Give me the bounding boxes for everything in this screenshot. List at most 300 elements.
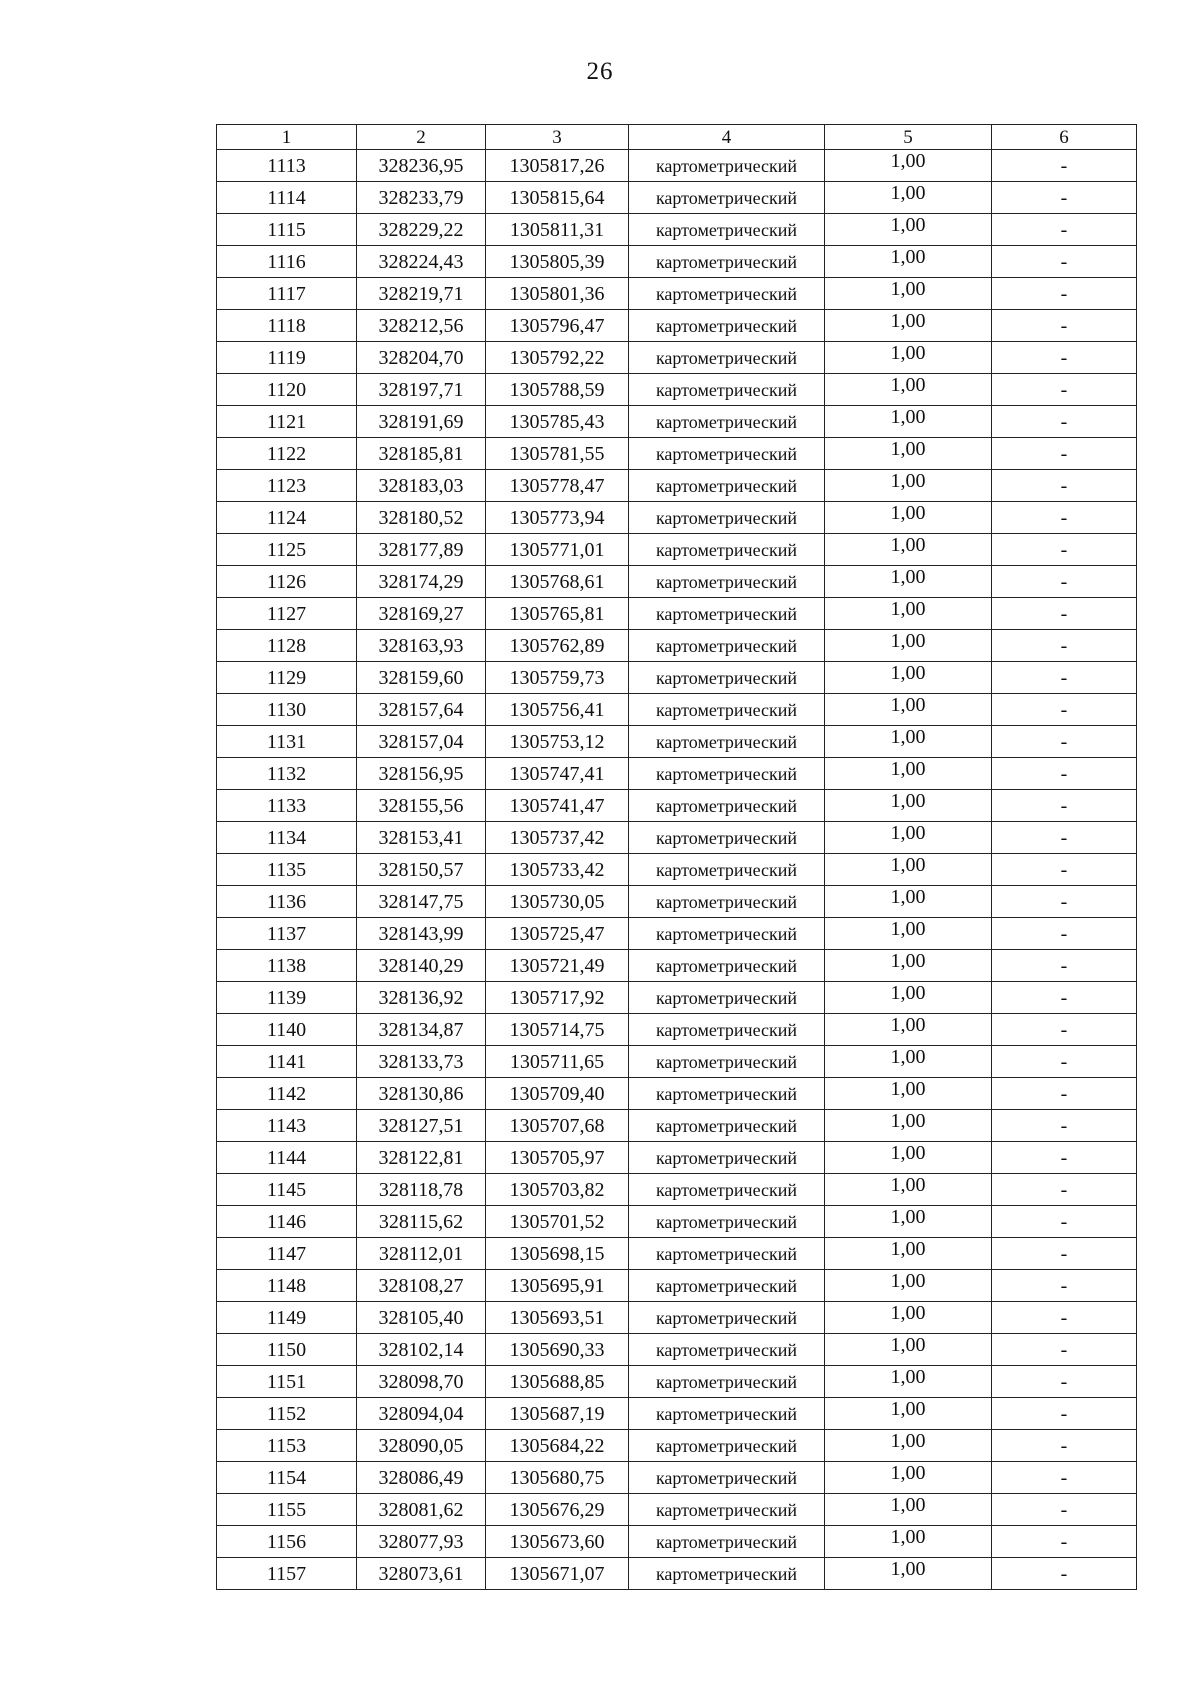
table-row [217,886,1137,918]
point-number-cell: 1113 [217,150,357,182]
y-coordinate-cell: 1305721,49 [486,950,629,982]
y-coordinate-cell: 1305733,42 [486,854,629,886]
x-coordinate-cell: 328155,56 [357,790,486,822]
point-number-cell: 1128 [217,630,357,662]
column-header-1: 1 [217,125,357,150]
table-row [217,1462,1137,1494]
table-row [217,630,1137,662]
column-header-4: 4 [629,125,825,150]
y-coordinate-cell: 1305815,64 [486,182,629,214]
note-cell: - [992,1334,1137,1366]
accuracy-cell: 1,00 [825,982,992,1014]
point-number-cell: 1156 [217,1526,357,1558]
accuracy-cell: 1,00 [825,630,992,662]
x-coordinate-cell: 328081,62 [357,1494,486,1526]
accuracy-cell: 1,00 [825,246,992,278]
y-coordinate-cell: 1305680,75 [486,1462,629,1494]
point-number-cell: 1138 [217,950,357,982]
point-number-cell: 1136 [217,886,357,918]
point-number-cell: 1141 [217,1046,357,1078]
x-coordinate-cell: 328102,14 [357,1334,486,1366]
y-coordinate-cell: 1305693,51 [486,1302,629,1334]
y-coordinate-cell: 1305690,33 [486,1334,629,1366]
y-coordinate-cell: 1305773,94 [486,502,629,534]
point-number-cell: 1145 [217,1174,357,1206]
y-coordinate-cell: 1305730,05 [486,886,629,918]
table-row [217,1078,1137,1110]
method-cell: картометрический [629,1430,825,1462]
note-cell: - [992,1526,1137,1558]
y-coordinate-cell: 1305759,73 [486,662,629,694]
table-row [217,1366,1137,1398]
accuracy-cell: 1,00 [825,534,992,566]
method-cell: картометрический [629,374,825,406]
note-cell: - [992,822,1137,854]
note-cell: - [992,278,1137,310]
y-coordinate-cell: 1305796,47 [486,310,629,342]
accuracy-cell: 1,00 [825,1430,992,1462]
method-cell: картометрический [629,310,825,342]
x-coordinate-cell: 328133,73 [357,1046,486,1078]
note-cell: - [992,150,1137,182]
method-cell: картометрический [629,1398,825,1430]
point-number-cell: 1127 [217,598,357,630]
table-row [217,1398,1137,1430]
note-cell: - [992,214,1137,246]
accuracy-cell: 1,00 [825,150,992,182]
method-cell: картометрический [629,246,825,278]
point-number-cell: 1157 [217,1558,357,1590]
note-cell: - [992,1366,1137,1398]
accuracy-cell: 1,00 [825,1142,992,1174]
accuracy-cell: 1,00 [825,1398,992,1430]
point-number-cell: 1130 [217,694,357,726]
x-coordinate-cell: 328090,05 [357,1430,486,1462]
table-row [217,1238,1137,1270]
table-row [217,566,1137,598]
note-cell: - [992,1046,1137,1078]
table-row [217,918,1137,950]
note-cell: - [992,918,1137,950]
accuracy-cell: 1,00 [825,1270,992,1302]
note-cell: - [992,1462,1137,1494]
x-coordinate-cell: 328143,99 [357,918,486,950]
table-row [217,278,1137,310]
x-coordinate-cell: 328077,93 [357,1526,486,1558]
x-coordinate-cell: 328157,64 [357,694,486,726]
y-coordinate-cell: 1305788,59 [486,374,629,406]
y-coordinate-cell: 1305741,47 [486,790,629,822]
x-coordinate-cell: 328233,79 [357,182,486,214]
table-row [217,342,1137,374]
y-coordinate-cell: 1305695,91 [486,1270,629,1302]
x-coordinate-cell: 328073,61 [357,1558,486,1590]
x-coordinate-cell: 328169,27 [357,598,486,630]
y-coordinate-cell: 1305756,41 [486,694,629,726]
y-coordinate-cell: 1305676,29 [486,1494,629,1526]
table-row [217,1302,1137,1334]
table-row [217,1430,1137,1462]
x-coordinate-cell: 328174,29 [357,566,486,598]
point-number-cell: 1125 [217,534,357,566]
table-row [217,182,1137,214]
table-row [217,1494,1137,1526]
x-coordinate-cell: 328112,01 [357,1238,486,1270]
x-coordinate-cell: 328219,71 [357,278,486,310]
note-cell: - [992,566,1137,598]
method-cell: картометрический [629,1334,825,1366]
table-row [217,214,1137,246]
note-cell: - [992,1206,1137,1238]
note-cell: - [992,1174,1137,1206]
x-coordinate-cell: 328122,81 [357,1142,486,1174]
point-number-cell: 1137 [217,918,357,950]
method-cell: картометрический [629,598,825,630]
coordinates-table [216,124,1137,1590]
note-cell: - [992,630,1137,662]
x-coordinate-cell: 328212,56 [357,310,486,342]
accuracy-cell: 1,00 [825,1014,992,1046]
table-row [217,598,1137,630]
note-cell: - [992,790,1137,822]
accuracy-cell: 1,00 [825,502,992,534]
y-coordinate-cell: 1305768,61 [486,566,629,598]
point-number-cell: 1135 [217,854,357,886]
method-cell: картометрический [629,822,825,854]
note-cell: - [992,470,1137,502]
accuracy-cell: 1,00 [825,566,992,598]
point-number-cell: 1115 [217,214,357,246]
note-cell: - [992,982,1137,1014]
x-coordinate-cell: 328108,27 [357,1270,486,1302]
y-coordinate-cell: 1305707,68 [486,1110,629,1142]
accuracy-cell: 1,00 [825,342,992,374]
table-row [217,534,1137,566]
note-cell: - [992,1110,1137,1142]
note-cell: - [992,950,1137,982]
accuracy-cell: 1,00 [825,662,992,694]
table-row [217,502,1137,534]
y-coordinate-cell: 1305687,19 [486,1398,629,1430]
accuracy-cell: 1,00 [825,278,992,310]
note-cell: - [992,246,1137,278]
point-number-cell: 1120 [217,374,357,406]
point-number-cell: 1126 [217,566,357,598]
method-cell: картометрический [629,1526,825,1558]
method-cell: картометрический [629,1046,825,1078]
method-cell: картометрический [629,470,825,502]
y-coordinate-cell: 1305805,39 [486,246,629,278]
y-coordinate-cell: 1305703,82 [486,1174,629,1206]
table-row [217,1206,1137,1238]
point-number-cell: 1123 [217,470,357,502]
y-coordinate-cell: 1305688,85 [486,1366,629,1398]
accuracy-cell: 1,00 [825,950,992,982]
y-coordinate-cell: 1305709,40 [486,1078,629,1110]
point-number-cell: 1114 [217,182,357,214]
point-number-cell: 1116 [217,246,357,278]
y-coordinate-cell: 1305753,12 [486,726,629,758]
accuracy-cell: 1,00 [825,790,992,822]
note-cell: - [992,310,1137,342]
accuracy-cell: 1,00 [825,310,992,342]
point-number-cell: 1132 [217,758,357,790]
accuracy-cell: 1,00 [825,726,992,758]
table-row [217,406,1137,438]
accuracy-cell: 1,00 [825,1558,992,1590]
note-cell: - [992,854,1137,886]
table-row [217,1110,1137,1142]
note-cell: - [992,1014,1137,1046]
table-row [217,1174,1137,1206]
x-coordinate-cell: 328224,43 [357,246,486,278]
method-cell: картометрический [629,214,825,246]
accuracy-cell: 1,00 [825,1526,992,1558]
accuracy-cell: 1,00 [825,470,992,502]
table-row [217,950,1137,982]
x-coordinate-cell: 328134,87 [357,1014,486,1046]
column-header-3: 3 [486,125,629,150]
x-coordinate-cell: 328177,89 [357,534,486,566]
point-number-cell: 1133 [217,790,357,822]
point-number-cell: 1153 [217,1430,357,1462]
y-coordinate-cell: 1305817,26 [486,150,629,182]
point-number-cell: 1121 [217,406,357,438]
method-cell: картометрический [629,886,825,918]
point-number-cell: 1134 [217,822,357,854]
point-number-cell: 1143 [217,1110,357,1142]
method-cell: картометрический [629,630,825,662]
table-row [217,374,1137,406]
table-row [217,790,1137,822]
y-coordinate-cell: 1305714,75 [486,1014,629,1046]
point-number-cell: 1124 [217,502,357,534]
table-row [217,726,1137,758]
accuracy-cell: 1,00 [825,1046,992,1078]
point-number-cell: 1144 [217,1142,357,1174]
method-cell: картометрический [629,1014,825,1046]
table-header [217,125,1137,150]
y-coordinate-cell: 1305673,60 [486,1526,629,1558]
accuracy-cell: 1,00 [825,1366,992,1398]
method-cell: картометрический [629,1206,825,1238]
x-coordinate-cell: 328229,22 [357,214,486,246]
x-coordinate-cell: 328140,29 [357,950,486,982]
x-coordinate-cell: 328180,52 [357,502,486,534]
x-coordinate-cell: 328115,62 [357,1206,486,1238]
method-cell: картометрический [629,1494,825,1526]
x-coordinate-cell: 328098,70 [357,1366,486,1398]
method-cell: картометрический [629,1110,825,1142]
method-cell: картометрический [629,150,825,182]
accuracy-cell: 1,00 [825,374,992,406]
point-number-cell: 1119 [217,342,357,374]
table-row [217,438,1137,470]
y-coordinate-cell: 1305684,22 [486,1430,629,1462]
point-number-cell: 1150 [217,1334,357,1366]
x-coordinate-cell: 328118,78 [357,1174,486,1206]
accuracy-cell: 1,00 [825,1110,992,1142]
point-number-cell: 1151 [217,1366,357,1398]
point-number-cell: 1140 [217,1014,357,1046]
note-cell: - [992,182,1137,214]
accuracy-cell: 1,00 [825,1206,992,1238]
table-row [217,758,1137,790]
note-cell: - [992,662,1137,694]
accuracy-cell: 1,00 [825,886,992,918]
table-body [217,150,1137,1590]
column-header-2: 2 [357,125,486,150]
x-coordinate-cell: 328130,86 [357,1078,486,1110]
y-coordinate-cell: 1305701,52 [486,1206,629,1238]
note-cell: - [992,406,1137,438]
note-cell: - [992,598,1137,630]
method-cell: картометрический [629,1142,825,1174]
table-row [217,1014,1137,1046]
method-cell: картометрический [629,790,825,822]
method-cell: картометрический [629,1174,825,1206]
x-coordinate-cell: 328163,93 [357,630,486,662]
y-coordinate-cell: 1305785,43 [486,406,629,438]
table-row [217,1142,1137,1174]
accuracy-cell: 1,00 [825,598,992,630]
point-number-cell: 1139 [217,982,357,1014]
y-coordinate-cell: 1305762,89 [486,630,629,662]
note-cell: - [992,886,1137,918]
method-cell: картометрический [629,278,825,310]
table-row [217,150,1137,182]
point-number-cell: 1142 [217,1078,357,1110]
y-coordinate-cell: 1305747,41 [486,758,629,790]
accuracy-cell: 1,00 [825,758,992,790]
method-cell: картометрический [629,182,825,214]
x-coordinate-cell: 328086,49 [357,1462,486,1494]
x-coordinate-cell: 328156,95 [357,758,486,790]
x-coordinate-cell: 328147,75 [357,886,486,918]
y-coordinate-cell: 1305771,01 [486,534,629,566]
x-coordinate-cell: 328105,40 [357,1302,486,1334]
method-cell: картометрический [629,502,825,534]
x-coordinate-cell: 328185,81 [357,438,486,470]
note-cell: - [992,1398,1137,1430]
accuracy-cell: 1,00 [825,182,992,214]
point-number-cell: 1117 [217,278,357,310]
note-cell: - [992,502,1137,534]
point-number-cell: 1129 [217,662,357,694]
accuracy-cell: 1,00 [825,406,992,438]
note-cell: - [992,534,1137,566]
y-coordinate-cell: 1305717,92 [486,982,629,1014]
method-cell: картометрический [629,534,825,566]
point-number-cell: 1149 [217,1302,357,1334]
accuracy-cell: 1,00 [825,214,992,246]
method-cell: картометрический [629,918,825,950]
method-cell: картометрический [629,662,825,694]
accuracy-cell: 1,00 [825,1462,992,1494]
note-cell: - [992,1430,1137,1462]
table-row [217,1526,1137,1558]
note-cell: - [992,1302,1137,1334]
point-number-cell: 1122 [217,438,357,470]
note-cell: - [992,1494,1137,1526]
accuracy-cell: 1,00 [825,1078,992,1110]
point-number-cell: 1118 [217,310,357,342]
y-coordinate-cell: 1305725,47 [486,918,629,950]
method-cell: картометрический [629,342,825,374]
point-number-cell: 1154 [217,1462,357,1494]
x-coordinate-cell: 328153,41 [357,822,486,854]
y-coordinate-cell: 1305778,47 [486,470,629,502]
note-cell: - [992,694,1137,726]
y-coordinate-cell: 1305705,97 [486,1142,629,1174]
note-cell: - [992,342,1137,374]
accuracy-cell: 1,00 [825,918,992,950]
point-number-cell: 1147 [217,1238,357,1270]
y-coordinate-cell: 1305737,42 [486,822,629,854]
accuracy-cell: 1,00 [825,694,992,726]
x-coordinate-cell: 328136,92 [357,982,486,1014]
method-cell: картометрический [629,406,825,438]
method-cell: картометрический [629,726,825,758]
header-row [217,125,1137,150]
x-coordinate-cell: 328204,70 [357,342,486,374]
point-number-cell: 1148 [217,1270,357,1302]
method-cell: картометрический [629,982,825,1014]
method-cell: картометрический [629,694,825,726]
y-coordinate-cell: 1305811,31 [486,214,629,246]
x-coordinate-cell: 328191,69 [357,406,486,438]
method-cell: картометрический [629,1238,825,1270]
method-cell: картометрический [629,1558,825,1590]
x-coordinate-cell: 328236,95 [357,150,486,182]
point-number-cell: 1152 [217,1398,357,1430]
note-cell: - [992,374,1137,406]
column-header-5: 5 [825,125,992,150]
note-cell: - [992,1238,1137,1270]
x-coordinate-cell: 328157,04 [357,726,486,758]
table-row [217,822,1137,854]
y-coordinate-cell: 1305765,81 [486,598,629,630]
y-coordinate-cell: 1305801,36 [486,278,629,310]
x-coordinate-cell: 328197,71 [357,374,486,406]
method-cell: картометрический [629,1270,825,1302]
method-cell: картометрический [629,1078,825,1110]
table-row [217,694,1137,726]
table-row [217,1046,1137,1078]
y-coordinate-cell: 1305711,65 [486,1046,629,1078]
method-cell: картометрический [629,566,825,598]
table-row [217,662,1137,694]
x-coordinate-cell: 328094,04 [357,1398,486,1430]
table-row [217,470,1137,502]
table-row [217,982,1137,1014]
column-header-6: 6 [992,125,1137,150]
y-coordinate-cell: 1305781,55 [486,438,629,470]
y-coordinate-cell: 1305698,15 [486,1238,629,1270]
y-coordinate-cell: 1305792,22 [486,342,629,374]
note-cell: - [992,1142,1137,1174]
method-cell: картометрический [629,1366,825,1398]
point-number-cell: 1131 [217,726,357,758]
method-cell: картометрический [629,438,825,470]
table-row [217,246,1137,278]
x-coordinate-cell: 328159,60 [357,662,486,694]
page-number: 26 [586,58,614,85]
point-number-cell: 1146 [217,1206,357,1238]
method-cell: картометрический [629,758,825,790]
note-cell: - [992,726,1137,758]
method-cell: картометрический [629,1462,825,1494]
